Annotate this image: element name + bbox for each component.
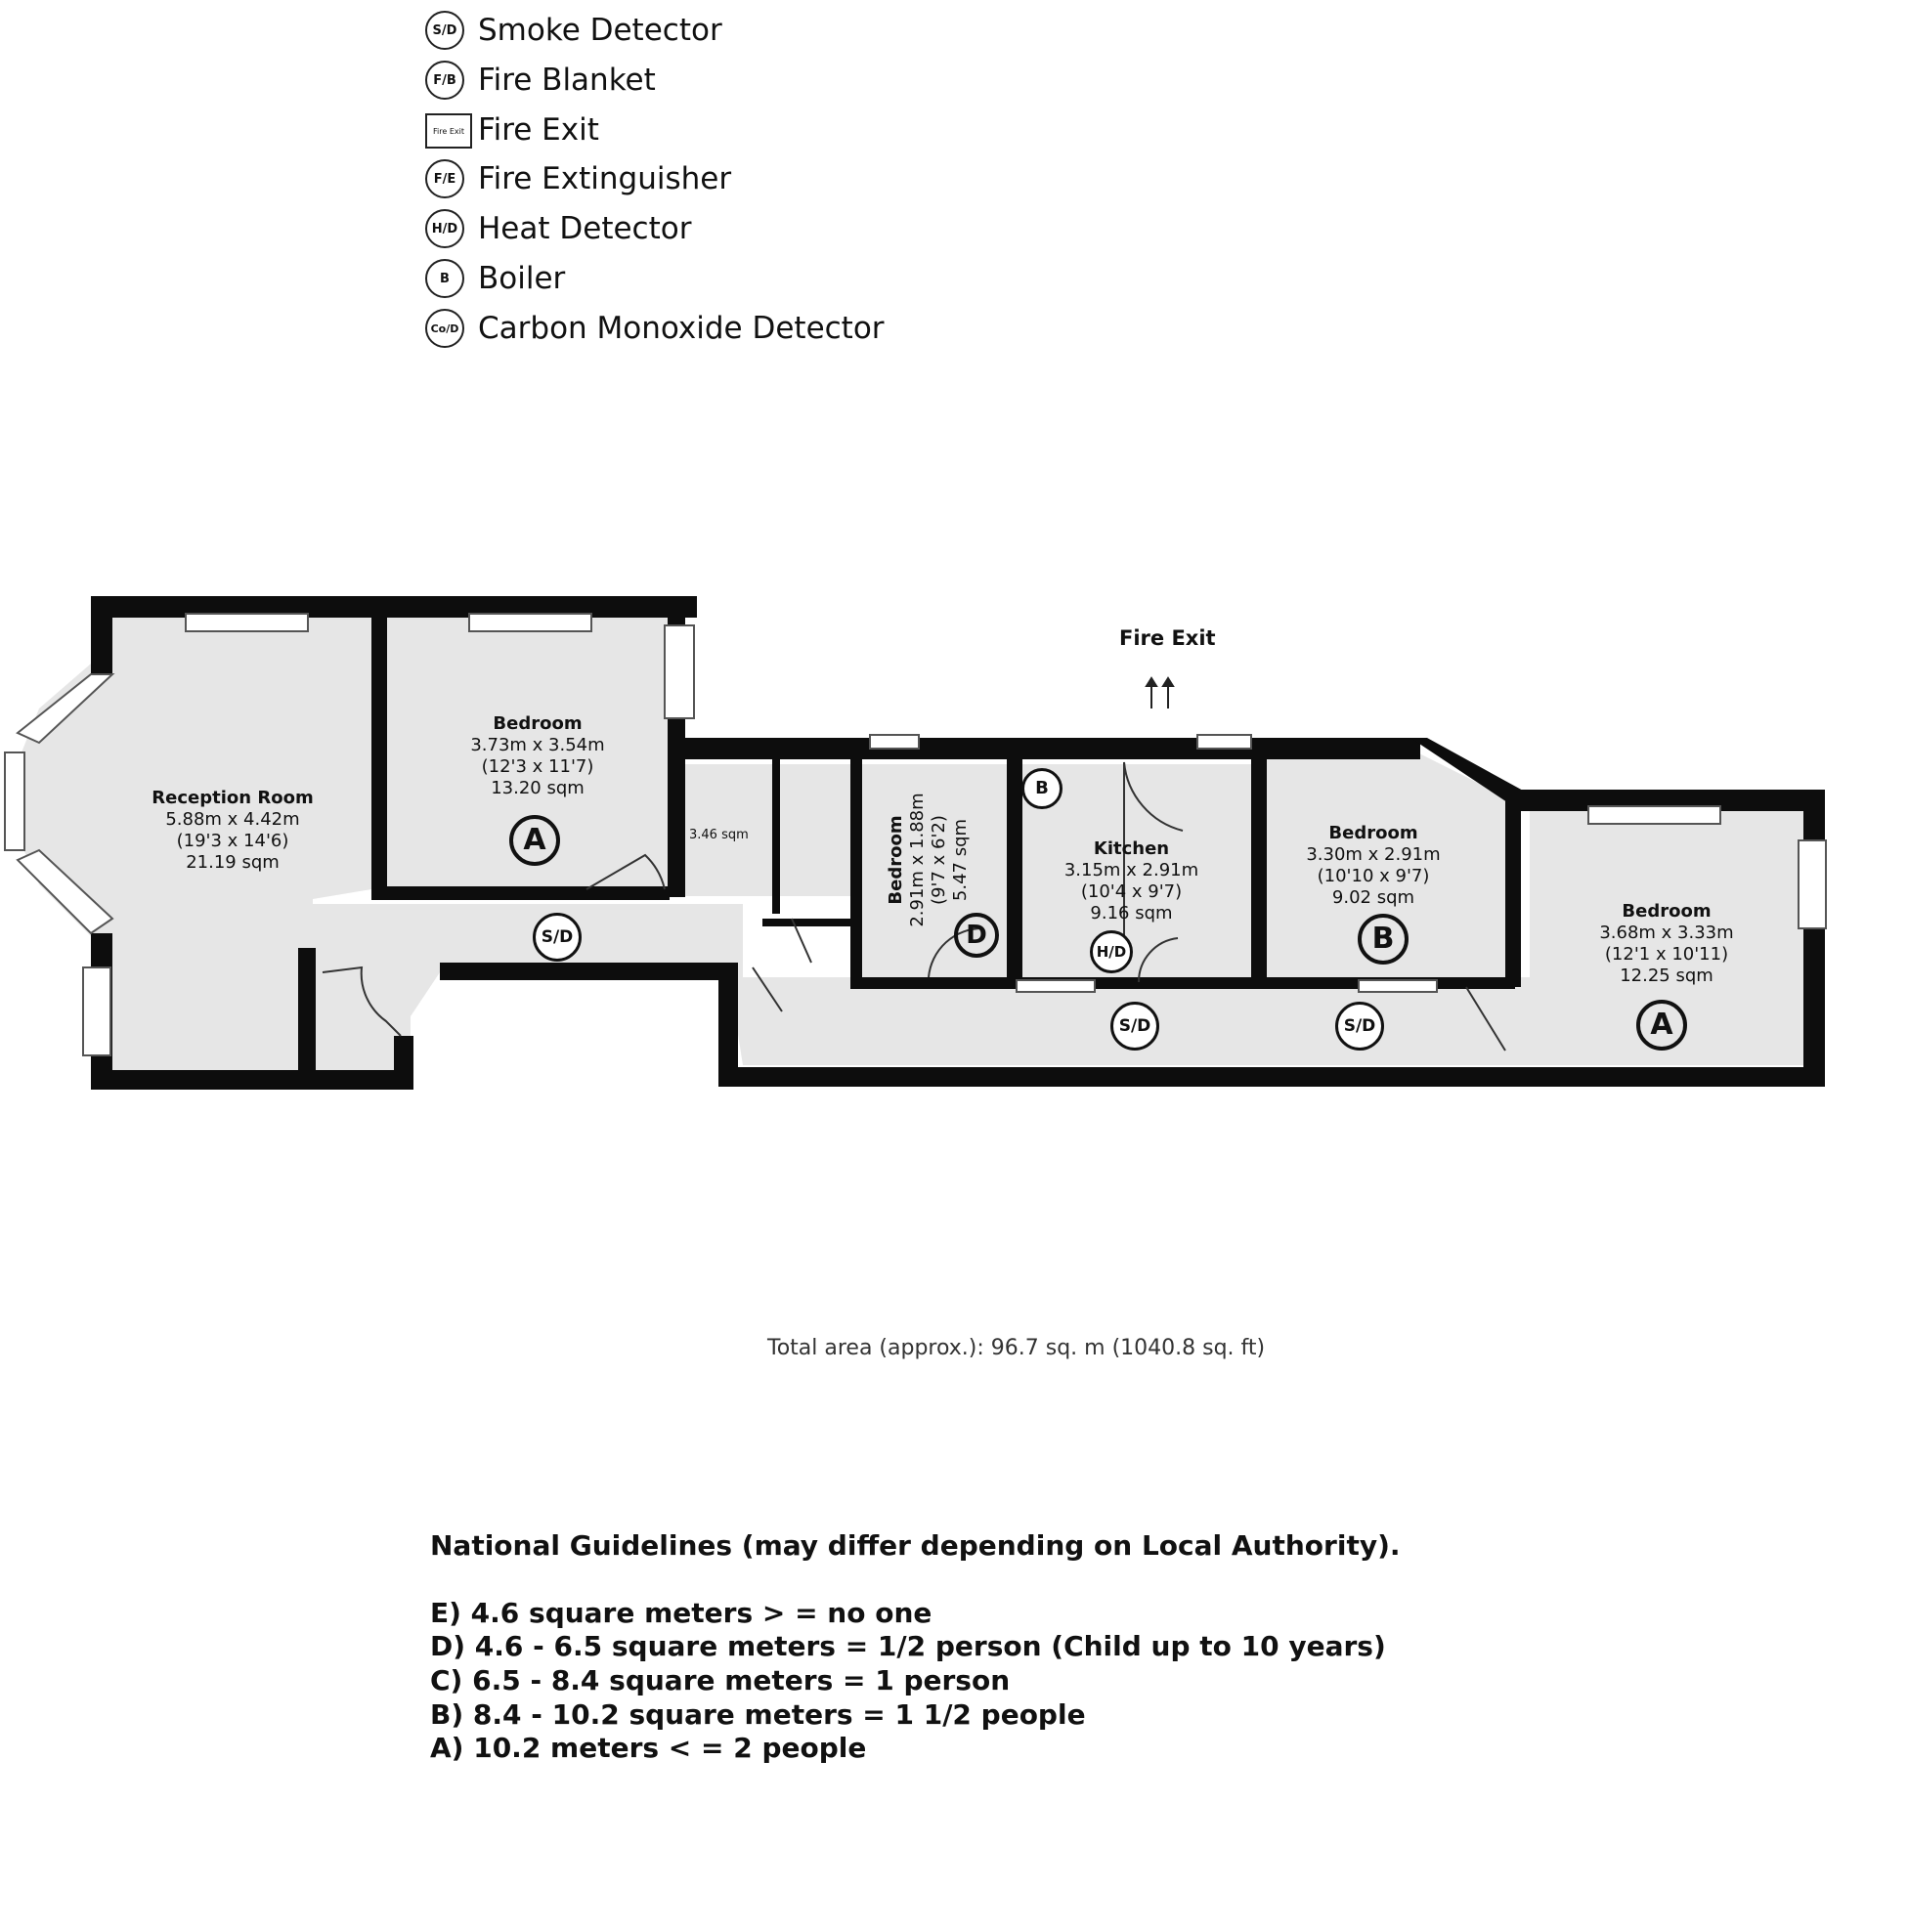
- occupancy-rating-badge: D: [954, 913, 999, 958]
- fire-exit-arrows: [1147, 678, 1173, 708]
- legend-item-fire-extinguisher: [425, 154, 933, 203]
- boiler-icon: B: [425, 259, 464, 298]
- legend-item-smoke-detector: [425, 6, 933, 55]
- room-area: 5.47 sqm: [950, 818, 971, 902]
- room-name: Bedroom: [1328, 823, 1418, 843]
- room-dim-m: 5.88m x 4.42m: [165, 809, 300, 830]
- room-name: Bedroom: [1622, 901, 1712, 922]
- heat-detector-icon: H/D: [1090, 930, 1133, 973]
- fire-exit-sign-icon: Fire Exit: [425, 113, 472, 149]
- room-bedroom-4: [1569, 901, 1764, 987]
- legend-label: Fire Exit: [478, 112, 599, 148]
- room-dim-ft: (10'10 x 9'7): [1317, 866, 1430, 886]
- room-bedroom-2: [886, 782, 972, 938]
- fire-extinguisher-icon: F/E: [425, 159, 464, 198]
- room-area: 9.16 sqm: [1090, 903, 1173, 923]
- guideline-line: A) 10.2 meters < = 2 people: [430, 1732, 867, 1764]
- room-area: 13.20 sqm: [491, 778, 585, 798]
- legend-item-boiler: [425, 254, 933, 303]
- legend-item-fire-blanket: [425, 56, 933, 105]
- smoke-detector-icon: S/D: [533, 913, 582, 962]
- boiler-icon: B: [1021, 768, 1062, 809]
- legend-label: Heat Detector: [478, 211, 692, 246]
- legend-item-fire-exit: [425, 106, 933, 154]
- room-dim-ft: (10'4 x 9'7): [1080, 881, 1183, 902]
- room-kitchen: [1046, 838, 1217, 924]
- room-dim-ft: (19'3 x 14'6): [176, 831, 289, 851]
- smoke-detector-icon: S/D: [425, 11, 464, 50]
- room-dim-ft: (9'7 x 6'2): [929, 815, 949, 905]
- legend-label: Carbon Monoxide Detector: [478, 311, 885, 346]
- legend-item-heat-detector: [425, 204, 933, 253]
- legend-label: Boiler: [478, 261, 566, 296]
- occupancy-rating-badge: B: [1358, 914, 1409, 965]
- guideline-line: E) 4.6 square meters > = no one: [430, 1597, 932, 1629]
- room-area: 12.25 sqm: [1620, 966, 1713, 986]
- room-dim-m: 3.73m x 3.54m: [470, 735, 605, 755]
- room-area: 9.02 sqm: [1331, 887, 1415, 908]
- room-name: Bedroom: [886, 815, 906, 905]
- smoke-detector-icon: S/D: [1335, 1002, 1384, 1051]
- fire-exit-label: Fire Exit: [1119, 626, 1216, 650]
- heat-detector-icon: H/D: [425, 209, 464, 248]
- smoke-detector-icon: S/D: [1110, 1002, 1159, 1051]
- room-dim-m: 2.91m x 1.88m: [907, 793, 928, 927]
- room-reception: [140, 788, 325, 874]
- room-dim-m: 3.30m x 2.91m: [1306, 844, 1441, 865]
- legend-label: Fire Extinguisher: [478, 161, 732, 196]
- room-dim-m: 3.15m x 2.91m: [1063, 860, 1199, 880]
- guidelines-title: National Guidelines (may differ depending on Local Authority).: [430, 1529, 1401, 1562]
- guideline-line: D) 4.6 - 6.5 square meters = 1/2 person (Child up to 10 years): [430, 1630, 1386, 1662]
- room-bathroom-area: 3.46 sqm: [689, 828, 749, 842]
- room-dim-ft: (12'3 x 11'7): [481, 756, 594, 777]
- room-bedroom-1: [445, 713, 630, 799]
- room-area: 21.19 sqm: [186, 852, 280, 873]
- legend-label: Smoke Detector: [478, 13, 722, 48]
- total-area: Total area (approx.): 96.7 sq. m (1040.8 sq. ft): [767, 1336, 1266, 1360]
- room-name: Reception Room: [152, 788, 314, 808]
- room-name: Bedroom: [493, 713, 583, 734]
- fire-blanket-icon: F/B: [425, 61, 464, 100]
- co-detector-icon: Co/D: [425, 309, 464, 348]
- room-dim-m: 3.68m x 3.33m: [1599, 923, 1734, 943]
- room-dim-ft: (12'1 x 10'11): [1604, 944, 1729, 965]
- occupancy-rating-badge: A: [1636, 1000, 1687, 1051]
- room-bedroom-3: [1280, 823, 1466, 909]
- occupancy-rating-badge: A: [509, 815, 560, 866]
- room-name: Kitchen: [1093, 838, 1170, 859]
- guideline-line: B) 8.4 - 10.2 square meters = 1 1/2 people: [430, 1698, 1086, 1731]
- guideline-line: C) 6.5 - 8.4 square meters = 1 person: [430, 1664, 1011, 1696]
- legend-item-co-detector: [425, 304, 933, 353]
- legend-label: Fire Blanket: [478, 63, 656, 98]
